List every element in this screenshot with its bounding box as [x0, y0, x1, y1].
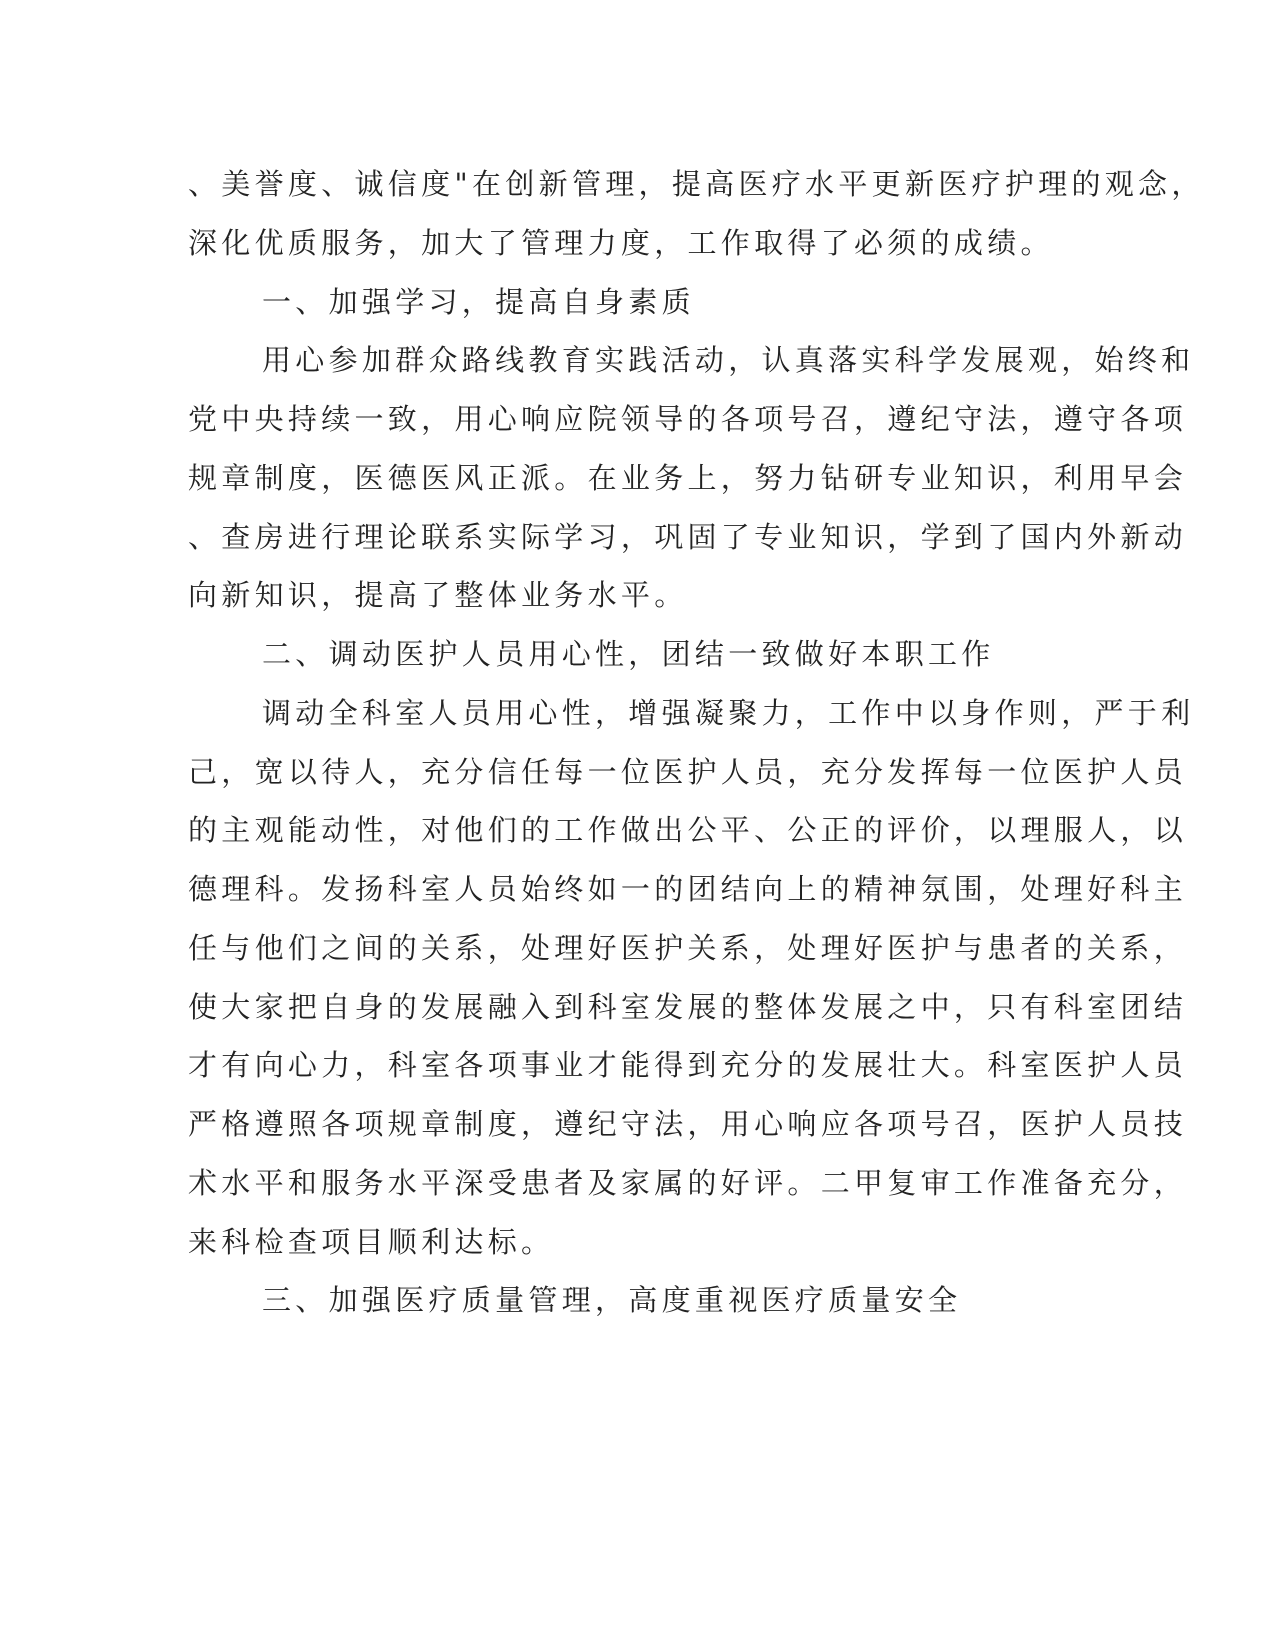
paragraph-line: 使大家把自身的发展融入到科室发展的整体发展之中，只有科室团结: [188, 990, 1188, 1024]
paragraph-line: 、美誉度、诚信度"在创新管理，提高医疗水平更新医疗护理的观念，: [188, 167, 1205, 201]
paragraph-line: 党中央持续一致，用心响应院领导的各项号召，遵纪守法，遵守各项: [188, 402, 1188, 436]
paragraph-line: 德理科。发扬科室人员始终如一的团结向上的精神氛围，处理好科主: [188, 872, 1188, 906]
paragraph-line: 术水平和服务水平深受患者及家属的好评。二甲复审工作准备充分，: [188, 1166, 1188, 1200]
paragraph-line: 来科检查项目顺利达标。: [188, 1225, 555, 1259]
section-heading: 二、调动医护人员用心性，团结一致做好本职工作: [262, 637, 995, 671]
paragraph-line: 深化优质服务，加大了管理力度，工作取得了必须的成绩。: [188, 226, 1054, 260]
paragraph-line: 向新知识，提高了整体业务水平。: [188, 578, 688, 612]
section-heading: 三、加强医疗质量管理，高度重视医疗质量安全: [262, 1283, 962, 1317]
paragraph-line: 才有向心力，科室各项事业才能得到充分的发展壮大。科室医护人员: [188, 1048, 1188, 1082]
paragraph-line: 调动全科室人员用心性，增强凝聚力，工作中以身作则，严于利: [262, 696, 1195, 730]
paragraph-line: 规章制度，医德医风正派。在业务上，努力钻研专业知识，利用早会: [188, 461, 1188, 495]
paragraph-line: 用心参加群众路线教育实践活动，认真落实科学发展观，始终和: [262, 343, 1195, 377]
paragraph-line: 、查房进行理论联系实际学习，巩固了专业知识，学到了国内外新动: [188, 520, 1188, 554]
paragraph-line: 严格遵照各项规章制度，遵纪守法，用心响应各项号召，医护人员技: [188, 1107, 1188, 1141]
paragraph-line: 己，宽以待人，充分信任每一位医护人员，充分发挥每一位医护人员: [188, 755, 1188, 789]
section-heading: 一、加强学习，提高自身素质: [262, 285, 695, 319]
paragraph-line: 任与他们之间的关系，处理好医护关系，处理好医护与患者的关系，: [188, 931, 1188, 965]
paragraph-line: 的主观能动性，对他们的工作做出公平、公正的评价，以理服人，以: [188, 813, 1188, 847]
